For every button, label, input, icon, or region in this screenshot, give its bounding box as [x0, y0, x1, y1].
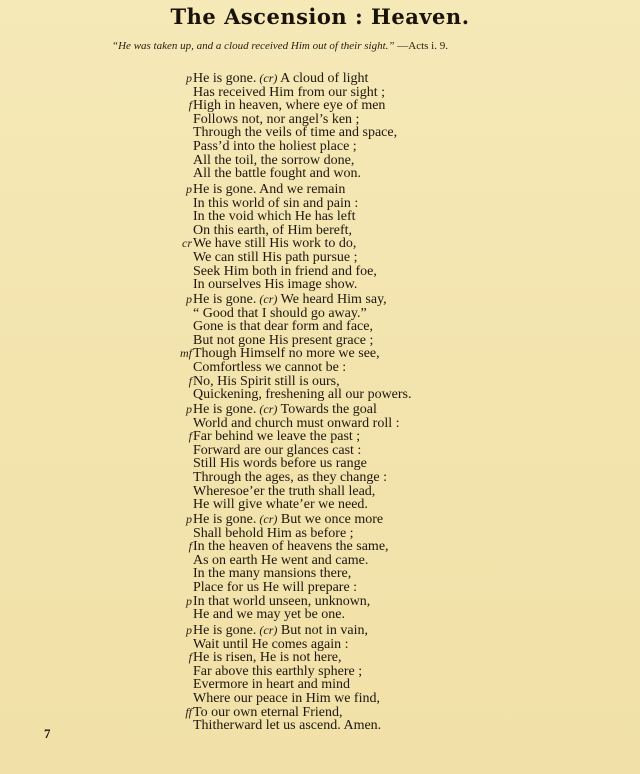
verse-text-main: Seek Him both in friend and foe, — [193, 263, 377, 279]
verse-text-main: Quickening, freshening all our powers. — [193, 387, 412, 403]
verse-text-main: He is gone. — [193, 623, 257, 638]
verse-text — [193, 554, 368, 568]
verse-text — [193, 651, 342, 665]
verse-text — [193, 595, 370, 609]
dynamic-marking: p — [186, 292, 192, 306]
verse-text — [193, 265, 377, 279]
verse-text — [193, 347, 380, 361]
verse-text-main: Through the veils of time and space, — [193, 125, 398, 141]
verse-text-rest: We heard Him say, — [277, 292, 387, 307]
inline-dynamic: (cr) — [256, 402, 278, 416]
verse-text-main: In the heaven of heavens the same, — [193, 539, 389, 555]
verse-text — [193, 113, 359, 127]
verse-text — [193, 86, 385, 100]
verse-line — [0, 527, 640, 541]
verse-text-main: Through the ages, as they change : — [193, 469, 387, 485]
verse-text — [193, 237, 356, 251]
verse-text-main: Shall behold Him as before ; — [193, 525, 354, 541]
dynamic-marking: f — [188, 429, 192, 444]
verse-text-main: On this earth, of Him bereft, — [193, 222, 353, 238]
verse-line — [0, 278, 640, 292]
dynamic-marking: p — [186, 623, 192, 637]
verse-text — [193, 126, 397, 140]
page-number: 7 — [44, 726, 51, 741]
verse-text — [193, 527, 354, 541]
dynamic-marking: p — [186, 182, 192, 196]
verse-text — [193, 320, 373, 334]
stanza — [0, 513, 640, 622]
verse-text-main: We can still His path pursue ; — [193, 249, 358, 265]
verse-line — [0, 265, 640, 279]
verse-text-main: He is gone. — [193, 402, 257, 417]
verse-text-main: “ Good that I should go away.” — [193, 305, 367, 321]
verse-text — [193, 471, 387, 485]
verse-line — [0, 595, 640, 609]
verse-text — [193, 307, 367, 321]
verse-text — [193, 167, 361, 181]
epigraph-quote: “He was taken up, and a cloud received Him out of their sight.” — [112, 40, 395, 52]
dynamic-marking: p — [186, 512, 192, 526]
verse-text — [193, 567, 351, 581]
verse-text — [193, 403, 377, 417]
verse-line — [0, 237, 640, 251]
verse-line — [0, 126, 640, 140]
verse-text-main: But not gone His present grace ; — [193, 332, 374, 348]
verse-line — [0, 638, 640, 652]
verse-text-main: Place for us He will prepare : — [193, 579, 358, 595]
verse-text-main: We have still His work to do, — [193, 236, 357, 252]
verse-line — [0, 167, 640, 181]
verse-line — [0, 375, 640, 389]
verse-line — [0, 581, 640, 595]
verse-text-main: Has received Him from our sight ; — [193, 84, 386, 100]
inline-dynamic: (cr) — [256, 292, 278, 306]
verse-text-main: Still His words before us range — [193, 456, 367, 472]
verse-line — [0, 430, 640, 444]
verse-text-main: In ourselves His image show. — [193, 277, 358, 293]
verse-text — [193, 719, 381, 733]
verse-text-main: To our own eternal Friend, — [193, 704, 343, 720]
verse-text — [193, 334, 373, 348]
verse-text-main: Follows not, nor angel’s ken ; — [193, 111, 360, 127]
verse-text — [193, 608, 345, 622]
verse-line — [0, 567, 640, 581]
verse-text-main: All the battle fought and won. — [193, 166, 361, 182]
verse-text — [193, 375, 340, 389]
verse-text — [193, 430, 360, 444]
verse-line — [0, 72, 640, 86]
verse-line — [0, 99, 640, 113]
verse-text — [193, 154, 354, 168]
verse-text-main: He is risen, He is not here, — [193, 650, 342, 666]
dynamic-marking: f — [188, 650, 192, 665]
verse-line — [0, 140, 640, 154]
verse-text — [193, 498, 368, 512]
verse-text-main: Far behind we leave the past ; — [193, 429, 361, 445]
verse-text-main: Wait until He comes again : — [193, 636, 349, 652]
dynamic-marking: p — [186, 71, 192, 85]
epigraph-reference: —Acts i. 9. — [397, 40, 448, 52]
verse-line — [0, 624, 640, 638]
verse-text-main: He is gone. — [193, 292, 257, 307]
verse-text — [193, 140, 357, 154]
verse-text — [193, 485, 375, 499]
epigraph — [112, 40, 612, 52]
verse-text-main: In the void which He has left — [193, 209, 356, 225]
dynamic-marking: f — [188, 373, 192, 388]
dynamic-marking: f — [188, 98, 192, 113]
verse-text — [193, 581, 357, 595]
stanza — [0, 72, 640, 181]
verse-text-main: All the toil, the sorrow done, — [193, 152, 355, 168]
verse-line — [0, 485, 640, 499]
verse-text — [193, 361, 346, 375]
verse-text-main: He is gone. — [193, 512, 257, 527]
verse-text-main: Far above this earthly sphere ; — [193, 663, 363, 679]
verse-text — [193, 624, 368, 638]
verse-text-main: High in heaven, where eye of men — [193, 98, 386, 114]
verse-text — [193, 197, 358, 211]
verse-line — [0, 388, 640, 402]
verse-text-rest: But not in vain, — [277, 623, 369, 638]
verse-line — [0, 678, 640, 692]
verse-text — [193, 678, 350, 692]
inline-dynamic: (cr) — [256, 71, 278, 85]
verse-line — [0, 540, 640, 554]
dynamic-marking: ff — [185, 704, 192, 719]
verse-text — [193, 278, 357, 292]
verse-line — [0, 361, 640, 375]
verse-line — [0, 692, 640, 706]
verse-line — [0, 347, 640, 361]
verse-text-rest: But we once more — [277, 512, 384, 527]
verse-text-main: Though Himself no more we see, — [193, 346, 380, 362]
inline-dynamic: (cr) — [256, 623, 278, 637]
verse-text-main: In this world of sin and pain : — [193, 195, 359, 211]
verse-text-main: In the many mansions there, — [193, 566, 352, 582]
verse-text-main: No, His Spirit still is ours, — [193, 373, 340, 389]
verse-text-main: Wheresoe’er the truth shall lead, — [193, 483, 376, 499]
stanza — [0, 293, 640, 402]
dynamic-marking: p — [186, 593, 192, 608]
verse-line — [0, 183, 640, 197]
verse-text — [193, 388, 412, 402]
verse-text-main: He will give whate’er we need. — [193, 497, 368, 513]
verse-text-main: Comfortless we cannot be : — [193, 359, 347, 375]
verse-text — [193, 638, 349, 652]
verse-text-main: Where our peace in Him we find, — [193, 690, 380, 706]
verse-line — [0, 498, 640, 512]
verse-line — [0, 403, 640, 417]
verse-line — [0, 320, 640, 334]
stanza — [0, 403, 640, 512]
verse-line — [0, 251, 640, 265]
verse-line — [0, 554, 640, 568]
verse-line — [0, 417, 640, 431]
dynamic-marking: cr — [182, 236, 192, 251]
page-title: The Ascension : Heaven. — [170, 4, 470, 29]
verse-line — [0, 86, 640, 100]
verse-line — [0, 651, 640, 665]
dynamic-marking: p — [186, 402, 192, 416]
verse-text — [193, 665, 362, 679]
verse-text — [193, 513, 383, 527]
verse-line — [0, 665, 640, 679]
verse-line — [0, 307, 640, 321]
verse-line — [0, 113, 640, 127]
stanza — [0, 624, 640, 733]
verse-line — [0, 444, 640, 458]
verse-text-main: Thitherward let us ascend. Amen. — [193, 718, 382, 734]
verse-text — [193, 457, 367, 471]
verse-text-main: Pass’d into the holiest place ; — [193, 138, 357, 154]
verse-line — [0, 457, 640, 471]
verse-text-main: Forward are our glances cast : — [193, 442, 362, 458]
verse-text-main: He is gone. — [193, 71, 257, 86]
verse-text — [193, 444, 361, 458]
verse-text — [193, 210, 356, 224]
inline-dynamic: (cr) — [256, 512, 278, 526]
verse-text-rest: Towards the goal — [277, 402, 377, 417]
verse-line — [0, 719, 640, 733]
verse-text-rest: A cloud of light — [277, 71, 369, 86]
verse-text-main: World and church must onward roll : — [193, 415, 400, 431]
dynamic-marking: f — [188, 539, 192, 554]
stanza — [0, 183, 640, 292]
verse-text — [193, 417, 400, 431]
verse-text — [193, 224, 352, 238]
verse-text-main: Gone is that dear form and face, — [193, 319, 373, 335]
verse-text — [193, 692, 380, 706]
verse-line — [0, 706, 640, 720]
verse-text — [193, 99, 385, 113]
verse-line — [0, 293, 640, 307]
verse-text-main: As on earth He went and came. — [193, 552, 369, 568]
verse-text-main: He and we may yet be one. — [193, 607, 345, 623]
verse-line — [0, 154, 640, 168]
verse-text — [193, 706, 342, 720]
dynamic-marking: mf — [180, 346, 192, 361]
verse-text-main: He is gone. And we remain — [193, 182, 346, 197]
verse-text-main: Evermore in heart and mind — [193, 677, 351, 693]
verse-line — [0, 224, 640, 238]
verse-text — [193, 293, 387, 307]
verse-text-main: In that world unseen, unknown, — [193, 593, 371, 609]
verse-text — [193, 540, 389, 554]
verse-text — [193, 72, 368, 86]
verse-line — [0, 210, 640, 224]
verse-line — [0, 197, 640, 211]
verse-line — [0, 513, 640, 527]
verse-text — [193, 251, 358, 265]
verse-line — [0, 471, 640, 485]
verse-line — [0, 608, 640, 622]
verse-line — [0, 334, 640, 348]
verse-text — [193, 183, 345, 197]
